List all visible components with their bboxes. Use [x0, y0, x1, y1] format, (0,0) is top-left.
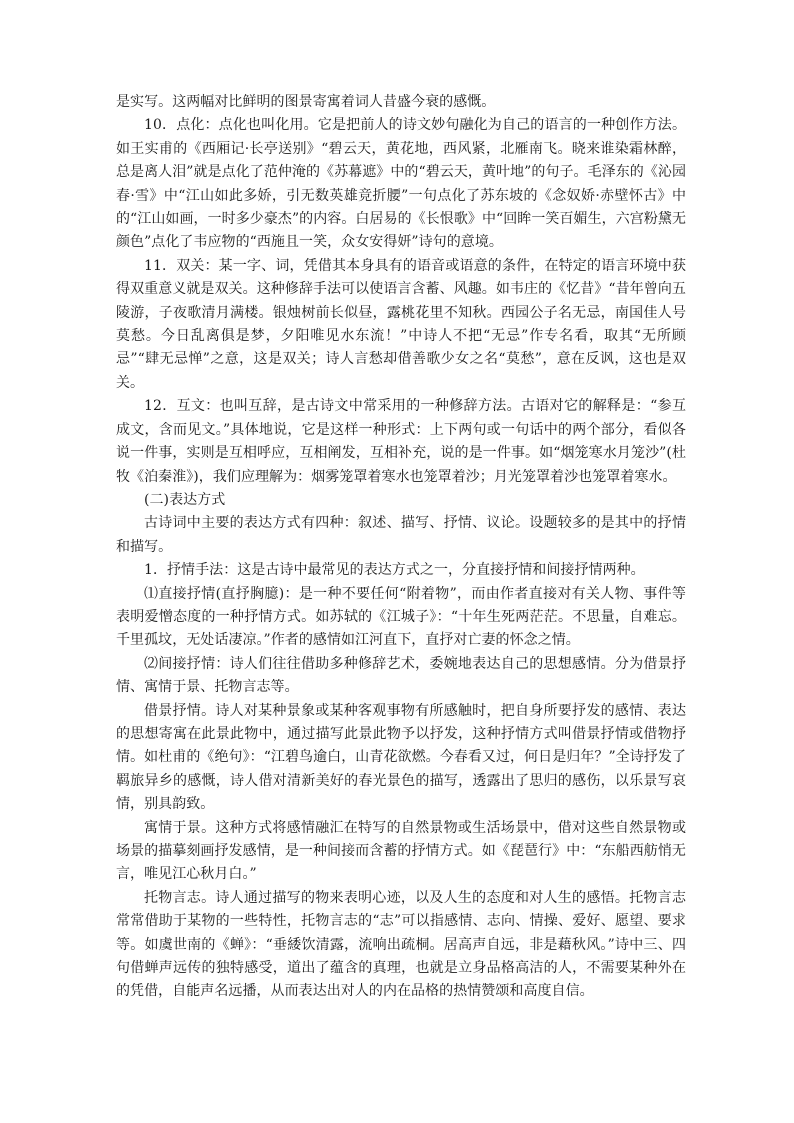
paragraph-shuangguan: 11．双关：某一字、词，凭借其本身具有的语音或语意的条件，在特定的语言环境中获得双重意义就是双关。这种修辞手法可以使语言含蓄、风趣。如韦庄的《忆昔》“昔年曾向五陵游，子夜歌清月满楼。银烛树前长似昼，露桃花里不知秋。西园公子名无忌，南国佳人号莫愁。今日乱离俱是梦，夕阳唯见水东流！”中诗人不把“无忌”作专名看，取其“无所顾忌”“肆无忌惮”之意，这是双关；诗人言愁却借善歌少女之名“莫愁”，意在反讽，这也是双关。 — [116, 257, 686, 391]
paragraph-object-aspiration: 托物言志。诗人通过描写的物来表明心迹，以及人生的态度和对人生的感悟。托物言志常常借助于某物的一些特性，托物言志的“志”可以指感情、志向、情操、爱好、愿望、要求等。如虞世南的《蝉》：“垂緌饮清露，流响出疏桐。居高声自远，非是藉秋风。”诗中三、四句借蝉声远传的独特感受，道出了蕴含的真理，也就是立身品格高洁的人，不需要某种外在的凭借，自能声名远播，从而表达出对人的内在品格的热情赞颂和高度自信。 — [116, 889, 686, 1000]
paragraph-scene-lyric: 借景抒情。诗人对某种景象或某种客观事物有所感触时，把自身所要抒发的感情、表达的思想寄寓在此景此物中，通过描写此景此物予以抒发，这种抒情方式叫借景抒情或借物抒情。如杜甫的《绝句》：“江碧鸟逾白，山青花欲燃。今春看又过，何日是归年？”全诗抒发了羁旅异乡的感慨，诗人借对清新美好的春光景色的描写，透露出了思归的感伤，以乐景写哀情，别具韵致。 — [116, 702, 686, 813]
paragraph-emotion-in-scene: 寓情于景。这种方式将感情融汇在特写的自然景物或生活场景中，借对这些自然景物或场景的描摹刻画抒发感情，是一种间接而含蓄的抒情方式。如《琵琶行》中：“东船西舫悄无言，唯见江心秋月白。” — [116, 819, 686, 883]
paragraph-dianhua: 10．点化：点化也叫化用。它是把前人的诗文妙句融化为自己的语言的一种创作方法。如王实甫的《西厢记·长亭送别》“碧云天，黄花地，西风紧，北雁南飞。晓来谁染霜林醉，总是离人泪”就是点化了范仲淹的《苏幕遮》中的“碧云天，黄叶地”的句子。毛泽东的《沁园春·雪》中“江山如此多娇，引无数英雄竞折腰”一句点化了苏东坡的《念奴娇·赤壁怀古》中的“江山如画，一时多少豪杰”的内容。白居易的《长恨歌》中“回眸一笑百媚生，六宫粉黛无颜色”点化了韦应物的“西施且一笑，众女安得妍”诗句的意境。 — [116, 117, 686, 251]
paragraph-direct-lyric: ⑴直接抒情(直抒胸臆)：是一种不要任何“附着物”，而由作者直接对有关人物、事件等表明爱憎态度的一种抒情方式。如苏轼的《江城子》：“十年生死两茫茫。不思量，自难忘。千里孤坟，无处话凄凉。”作者的感情如江河直下，直抒对亡妻的怀念之情。 — [116, 585, 686, 649]
paragraph-lyric-method: 1．抒情手法：这是古诗中最常见的表达方式之一，分直接抒情和间接抒情两种。 — [144, 562, 645, 579]
paragraph-huwen: 12．互文：也叫互辞，是古诗文中常采用的一种修辞方法。古语对它的解释是：“参互成文，含而见文。”具体地说，它是这样一种形式：上下两句或一句话中的两个部分，看似各说一件事，实则是互相呼应，互相阐发，互相补充，说的是一件事。如“烟笼寒水月笼沙”(杜牧《泊秦淮》)，我们应理解为：烟雾笼罩着寒水也笼罩着沙；月光笼罩着沙也笼罩着寒水。 — [116, 398, 686, 485]
paragraph-expression-intro: 古诗词中主要的表达方式有四种：叙述、描写、抒情、议论。设题较多的是其中的抒情和描写。 — [116, 515, 686, 555]
document-page — [116, 91, 686, 1004]
paragraph-indirect-lyric: ⑵间接抒情：诗人们往往借助多种修辞艺术，委婉地表达自己的思想感情。分为借景抒情、寓情于景、托物言志等。 — [116, 655, 686, 696]
section-heading-expression: (二)表达方式 — [144, 491, 226, 508]
paragraph-continuation: 是实写。这两幅对比鲜明的图景寄寓着词人昔盛今衰的感慨。 — [116, 94, 496, 110]
